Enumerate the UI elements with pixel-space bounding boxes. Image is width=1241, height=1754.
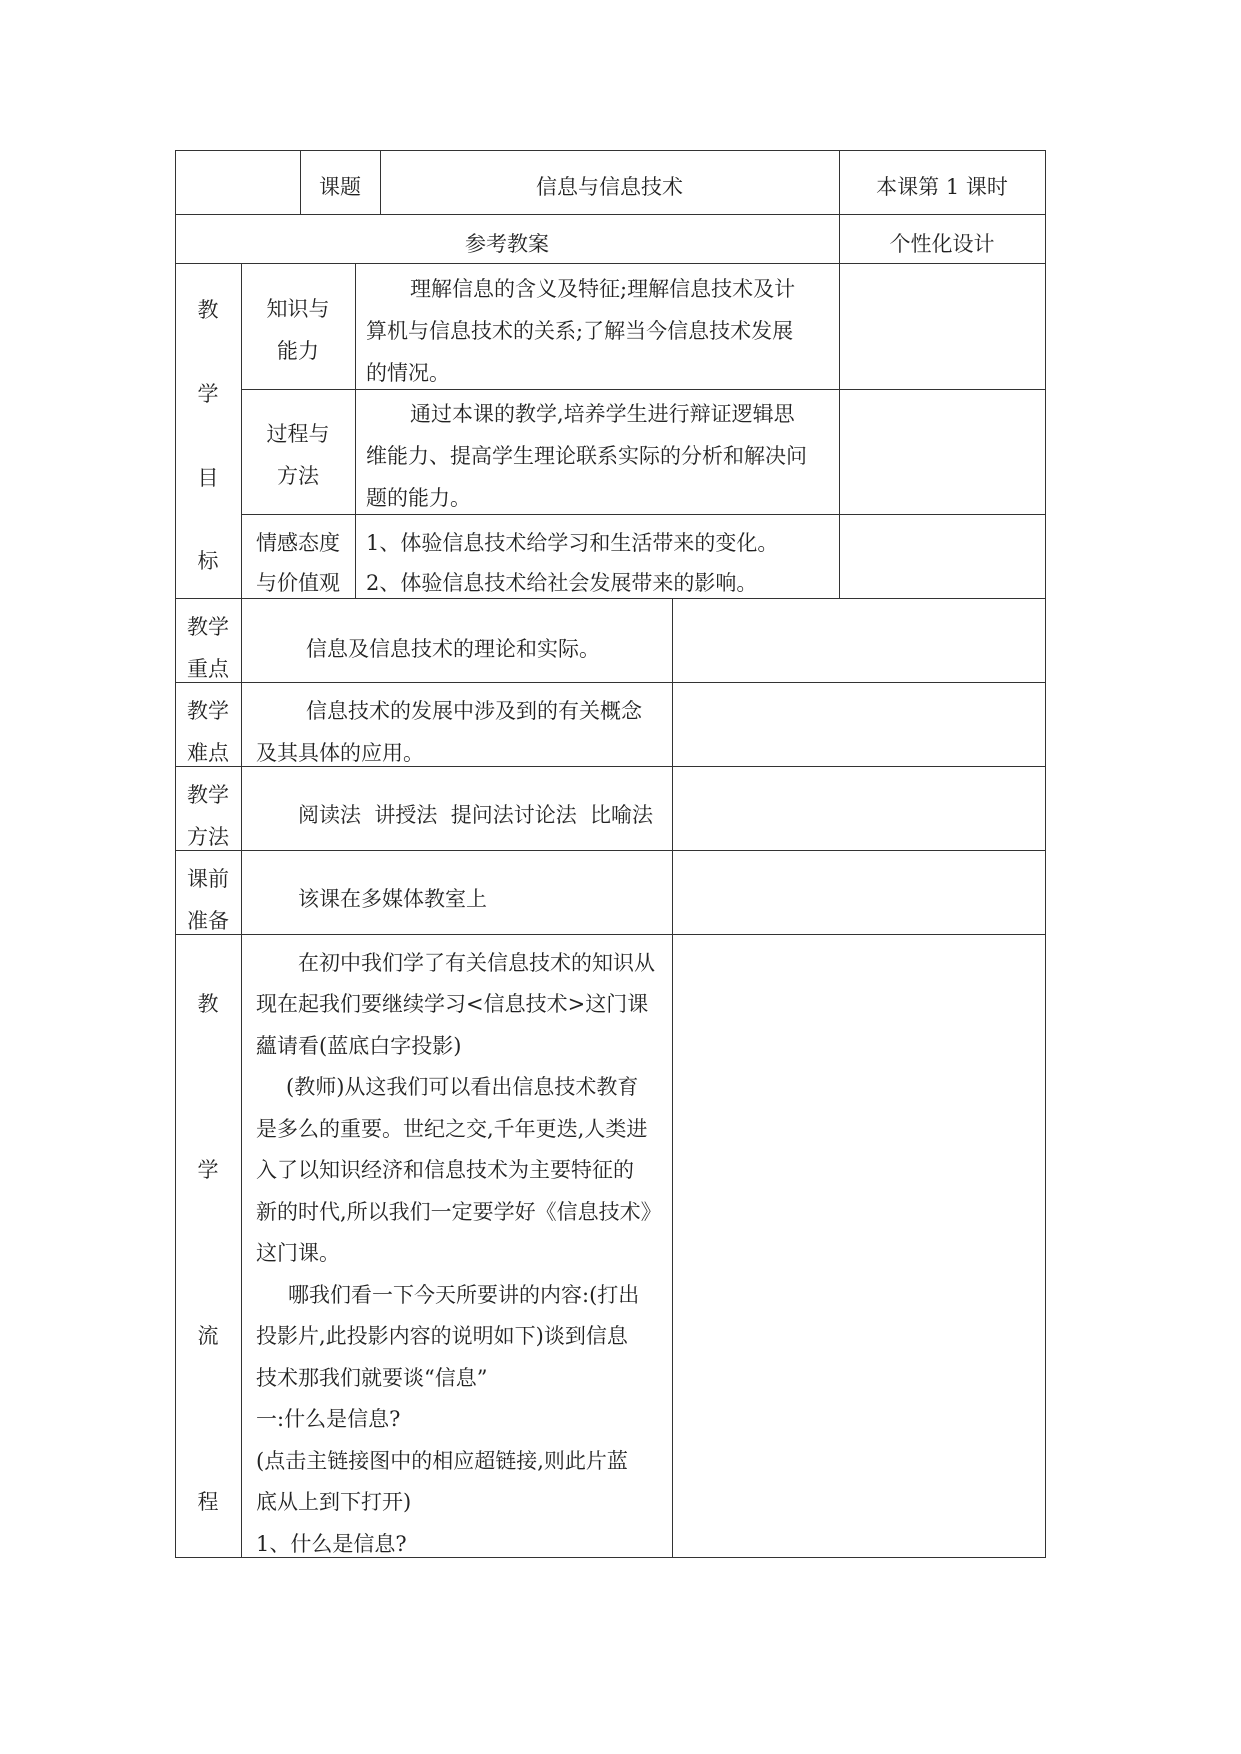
key-points-text: 信息及信息技术的理论和实际。 xyxy=(306,637,600,661)
process-body-line: 技术那我们就要谈“信息” xyxy=(256,1366,488,1390)
rule xyxy=(175,150,1046,151)
process-body-line: 1、什么是信息? xyxy=(256,1532,407,1556)
rule xyxy=(1045,150,1046,1558)
knowledge-text: 算机与信息技术的关系;了解当今信息技术发展 xyxy=(366,319,794,343)
emotion-text: 2、体验信息技术给社会发展带来的影响。 xyxy=(366,571,758,595)
key-points-label: 教学 xyxy=(187,615,229,639)
prep-text: 该课在多媒体教室上 xyxy=(298,887,487,911)
rule xyxy=(241,389,1046,390)
process-text: 通过本课的教学,培养学生进行辩证逻辑思 xyxy=(410,402,795,426)
process-side-char: 程 xyxy=(197,1490,219,1514)
process-side-char: 教 xyxy=(197,992,219,1016)
process-body-line: (教师)从这我们可以看出信息技术教育 xyxy=(286,1075,639,1099)
rule xyxy=(175,934,1046,935)
difficulty-label: 难点 xyxy=(187,741,229,765)
topic-label: 课题 xyxy=(319,175,361,199)
process-body-line: 这门课。 xyxy=(256,1241,340,1265)
difficulty-text: 信息技术的发展中涉及到的有关概念 xyxy=(306,699,642,723)
personal-design-heading: 个性化设计 xyxy=(889,232,995,256)
process-body-line: 入了以知识经济和信息技术为主要特征的 xyxy=(256,1158,634,1182)
objectives-side-char: 标 xyxy=(197,549,219,573)
rule xyxy=(175,214,1046,215)
difficulty-text: 及其具体的应用。 xyxy=(256,741,424,765)
emotion-label: 与价值观 xyxy=(256,571,340,595)
process-body-line: 是多么的重要。世纪之交,千年更迭,人类进 xyxy=(256,1117,648,1141)
emotion-label: 情感态度 xyxy=(256,531,340,555)
method-text: 阅读法 讲授法 提问法讨论法 比喻法 xyxy=(298,803,654,827)
process-body-line: 新的时代,所以我们一定要学好《信息技术》 xyxy=(256,1200,662,1224)
knowledge-text: 的情况。 xyxy=(366,361,450,385)
process-text: 题的能力。 xyxy=(366,486,471,510)
topic-title: 信息与信息技术 xyxy=(536,175,683,199)
method-label: 教学 xyxy=(187,783,229,807)
rule xyxy=(241,263,242,1558)
rule xyxy=(839,214,840,598)
process-label: 过程与 xyxy=(266,422,330,446)
rule xyxy=(175,850,1046,851)
process-body-line: (点击主链接图中的相应超链接,则此片蓝 xyxy=(256,1449,628,1473)
reference-plan-heading: 参考教案 xyxy=(465,232,549,256)
knowledge-label: 知识与 xyxy=(266,297,330,321)
process-body-line: 蘊请看(蓝底白字投影) xyxy=(256,1034,462,1058)
process-body-line: 在初中我们学了有关信息技术的知识从 xyxy=(298,951,655,975)
objectives-side-char: 学 xyxy=(197,382,219,406)
process-text: 维能力、提高学生理论联系实际的分析和解决问 xyxy=(366,444,807,468)
process-body-line: 底从上到下打开) xyxy=(256,1490,412,1514)
rule xyxy=(175,766,1046,767)
process-side-char: 流 xyxy=(197,1324,219,1348)
period-label: 本课第 1 课时 xyxy=(876,175,1008,199)
rule xyxy=(355,263,356,598)
rule xyxy=(175,1557,1046,1558)
process-body-line: 投影片,此投影内容的说明如下)谈到信息 xyxy=(256,1324,628,1348)
method-label: 方法 xyxy=(187,825,229,849)
prep-label: 准备 xyxy=(187,909,229,933)
process-body-line: 一:什么是信息? xyxy=(256,1407,401,1431)
process-body-line: 哪我们看一下今天所要讲的内容:(打出 xyxy=(288,1283,640,1307)
knowledge-label: 能力 xyxy=(277,339,319,363)
emotion-text: 1、体验信息技术给学习和生活带来的变化。 xyxy=(366,531,779,555)
difficulty-label: 教学 xyxy=(187,699,229,723)
rule xyxy=(241,514,1046,515)
rule xyxy=(175,598,1046,599)
prep-label: 课前 xyxy=(187,867,229,891)
process-label: 方法 xyxy=(277,464,319,488)
rule xyxy=(175,263,1046,264)
process-side-char: 学 xyxy=(197,1158,219,1182)
rule xyxy=(175,682,1046,683)
objectives-side-char: 目 xyxy=(197,466,219,490)
knowledge-text: 理解信息的含义及特征;理解信息技术及计 xyxy=(410,277,796,301)
process-body-line: 现在起我们要继续学习<信息技术>这门课 xyxy=(256,992,649,1016)
rule xyxy=(672,598,673,1558)
key-points-label: 重点 xyxy=(187,657,229,681)
objectives-side-char: 教 xyxy=(197,298,219,322)
